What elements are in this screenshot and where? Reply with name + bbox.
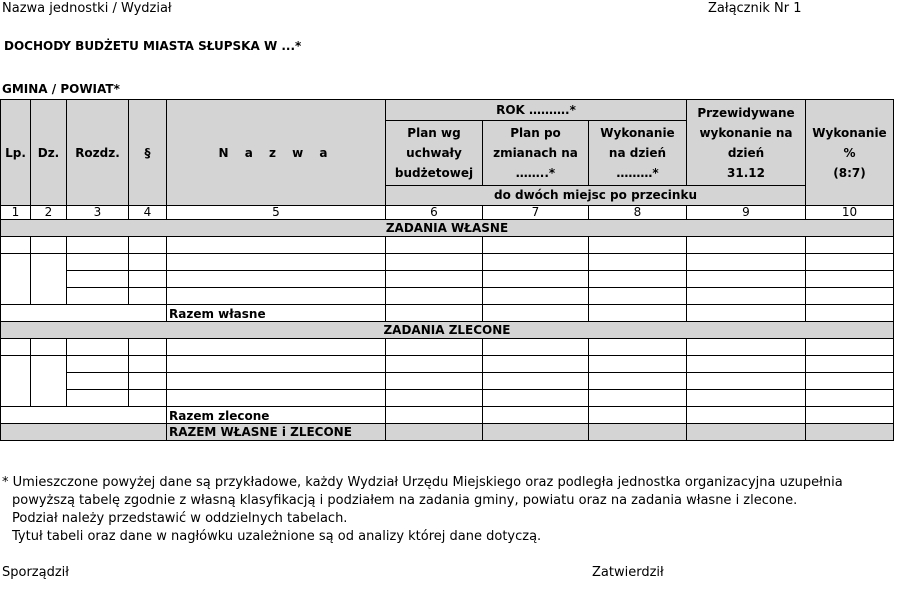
table-row xyxy=(1,271,894,288)
precision-note: do dwóch miejsc po przecinku xyxy=(386,186,806,206)
table-row xyxy=(1,339,894,356)
table-row xyxy=(1,390,894,407)
prepared-by-label: Sporządził xyxy=(2,565,69,580)
attachment-label: Załącznik Nr 1 xyxy=(708,1,802,16)
col-header-plan-po-zmianach xyxy=(483,121,589,186)
footnote-line: powyższą tabelę zgodnie z własną klasyfikacją i podziałem na zadania gminy, powiatu oraz na zadania własne i zlecone. xyxy=(12,493,798,508)
total-row-commissioned xyxy=(1,407,894,424)
column-number: 5 xyxy=(167,206,386,220)
footnote-line: * Umieszczone powyżej dane są przykładowe, każdy Wydział Urzędu Miejskiego oraz podległa jednostka organizacyjna uzupełnia xyxy=(2,475,843,490)
table-row xyxy=(1,356,894,373)
col-header-lp: Lp. xyxy=(1,100,31,206)
grand-total-row xyxy=(1,424,894,441)
budget-table xyxy=(0,99,894,441)
footnotes xyxy=(2,474,843,546)
table-row xyxy=(1,254,894,271)
approved-by-label: Zatwierdził xyxy=(592,565,664,580)
section-header-commissioned: ZADANIA ZLECONE xyxy=(1,322,894,339)
section-header-own: ZADANIA WŁASNE xyxy=(1,220,894,237)
przewidywane-line-1: Przewidywane xyxy=(697,105,795,120)
table-row xyxy=(1,373,894,390)
total-commissioned-label: Razem zlecone xyxy=(167,407,386,424)
plan-uchwaly-line-3: budżetowej xyxy=(394,166,474,180)
col-header-rok: ROK ……….* xyxy=(386,100,687,121)
column-number: 8 xyxy=(589,206,687,220)
column-number: 10 xyxy=(806,206,894,220)
plan-uchwaly-line-2: uchwały xyxy=(406,146,462,160)
column-number: 2 xyxy=(31,206,67,220)
col-header-paragraph: § xyxy=(129,100,167,206)
col-header-dz: Dz. xyxy=(31,100,67,206)
col-header-plan-uchwaly xyxy=(386,121,483,186)
total-row-own xyxy=(1,305,894,322)
wykonanie-na-dzien-line-1: Wykonanie xyxy=(600,126,675,140)
column-number: 6 xyxy=(386,206,483,220)
plan-uchwaly-line-1: Plan wg xyxy=(407,126,461,140)
column-number: 1 xyxy=(1,206,31,220)
column-number: 3 xyxy=(67,206,129,220)
wykonanie-proc-line-1: Wykonanie xyxy=(812,125,887,140)
plan-po-zmianach-line-3: ……..* xyxy=(515,166,556,180)
footnote-line: Tytuł tabeli oraz dane w nagłówku uzależnione są od analizy której dane dotyczą. xyxy=(12,529,542,544)
col-header-rozdz: Rozdz. xyxy=(67,100,129,206)
plan-po-zmianach-line-1: Plan po xyxy=(510,126,561,140)
column-number: 7 xyxy=(483,206,589,220)
table-row xyxy=(1,288,894,305)
przewidywane-line-4: 31.12 xyxy=(727,165,765,180)
grand-total-label: RAZEM WŁASNE i ZLECONE xyxy=(167,424,386,441)
col-header-nazwa: N a z w a xyxy=(167,100,386,206)
column-number: 9 xyxy=(687,206,806,220)
document-title: DOCHODY BUDŻETU MIASTA SŁUPSKA W ...* xyxy=(4,39,302,53)
col-header-przewidywane xyxy=(687,100,806,186)
przewidywane-line-3: dzień xyxy=(727,145,765,160)
column-number: 4 xyxy=(129,206,167,220)
wykonanie-na-dzien-line-2: na dzień xyxy=(608,146,667,160)
table-row xyxy=(1,237,894,254)
col-header-wykonanie-na-dzien xyxy=(589,121,687,186)
przewidywane-line-2: wykonanie na xyxy=(699,125,793,140)
plan-po-zmianach-line-2: zmianach na xyxy=(493,146,578,160)
total-own-label: Razem własne xyxy=(167,305,386,322)
footnote-line: Podział należy przedstawić w oddzielnych tabelach. xyxy=(12,511,348,526)
scope-label: GMINA / POWIAT* xyxy=(2,82,120,96)
wykonanie-proc-line-2: % xyxy=(843,145,856,160)
wykonanie-proc-line-3: (8:7) xyxy=(833,165,866,180)
col-header-wykonanie-proc xyxy=(806,100,894,206)
wykonanie-na-dzien-line-3: ………* xyxy=(616,166,659,180)
unit-label: Nazwa jednostki / Wydział xyxy=(2,1,172,16)
